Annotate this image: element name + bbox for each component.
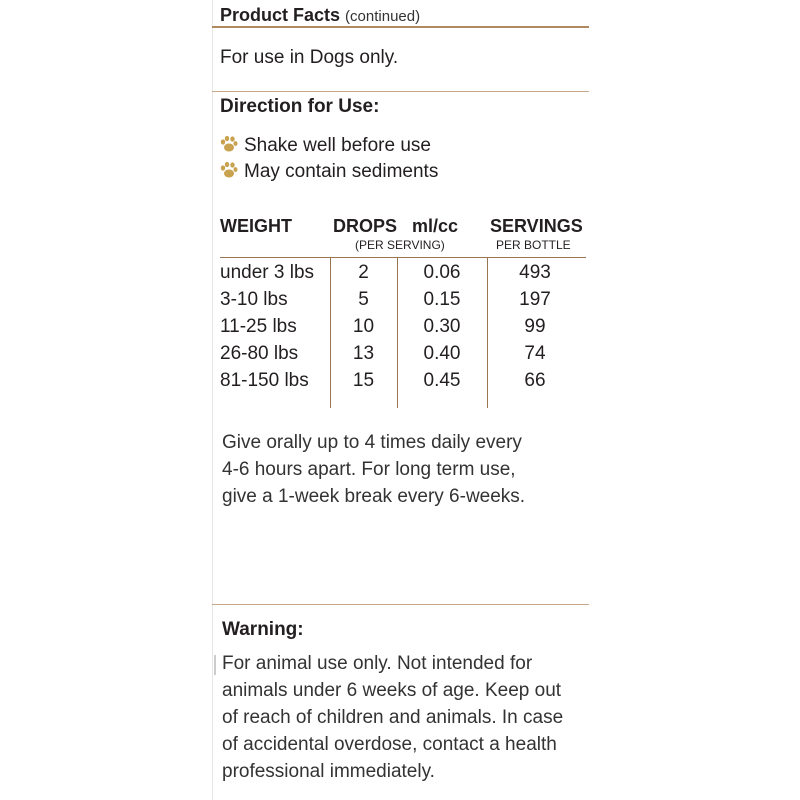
section-heading-product-facts [220,5,420,26]
column-header-drops: DROPS [333,216,398,236]
cell-ml: 0.15 [423,289,461,310]
margin-mark [214,655,216,675]
cell-weight: 26-80 lbs [220,343,299,364]
dosing-line: give a 1-week break every 6-weeks. [222,486,526,507]
cell-weight: 3-10 lbs [220,289,288,310]
warning-line: animals under 6 weeks of age. Keep out [222,680,562,701]
warning-text [222,650,563,785]
column-header-ml: ml/cc [412,216,459,236]
column-subheader-per-serving: (PER SERVING) [355,238,445,252]
divider [212,26,589,28]
product-facts-title: Product Facts [220,5,341,25]
cell-drops: 5 [358,289,369,310]
table-header-rule [220,257,586,258]
warning-line: of accidental overdose, contact a health [222,734,557,755]
cell-drops: 10 [352,316,375,337]
cell-servings: 197 [519,289,551,310]
cell-ml: 0.45 [423,370,461,391]
cell-ml: 0.40 [423,343,461,364]
cell-ml: 0.30 [423,316,461,337]
direction-bullet-text: May contain sediments [244,161,439,182]
warning-heading: Warning: [222,619,304,640]
dosing-instructions [222,429,525,510]
cell-servings: 74 [524,343,546,364]
direction-bullet [218,160,438,183]
usage-note: For use in Dogs only. [220,47,399,68]
dosing-line: 4-6 hours apart. For long term use, [222,459,516,480]
cell-servings: 66 [524,370,546,391]
column-subheader-per-bottle: PER BOTTLE [496,238,571,252]
cell-drops: 2 [358,262,369,283]
continued-label: (continued) [345,8,421,25]
cell-drops: 15 [352,370,375,391]
dosing-line: Give orally up to 4 times daily every [222,432,522,453]
warning-line: For animal use only. Not intended for [222,653,533,674]
warning-line: of reach of children and animals. In case [222,707,564,728]
warning-line: professional immediately. [222,761,435,782]
column-header-servings: SERVINGS [490,216,583,236]
cell-weight: under 3 lbs [220,262,315,283]
column-header-weight: WEIGHT [220,216,292,236]
cell-servings: 493 [519,262,551,283]
paw-print-icon [218,134,238,154]
divider [212,604,589,605]
cell-weight: 81-150 lbs [220,370,309,391]
paw-print-icon [218,160,238,180]
panel-left-border [212,0,213,800]
cell-ml: 0.06 [423,262,461,283]
cell-servings: 99 [524,316,546,337]
divider [212,91,589,92]
directions-heading: Direction for Use: [220,96,380,117]
cell-weight: 11-25 lbs [220,316,297,337]
direction-bullet [218,134,431,157]
direction-bullet-text: Shake well before use [244,135,431,156]
cell-drops: 13 [352,343,375,364]
